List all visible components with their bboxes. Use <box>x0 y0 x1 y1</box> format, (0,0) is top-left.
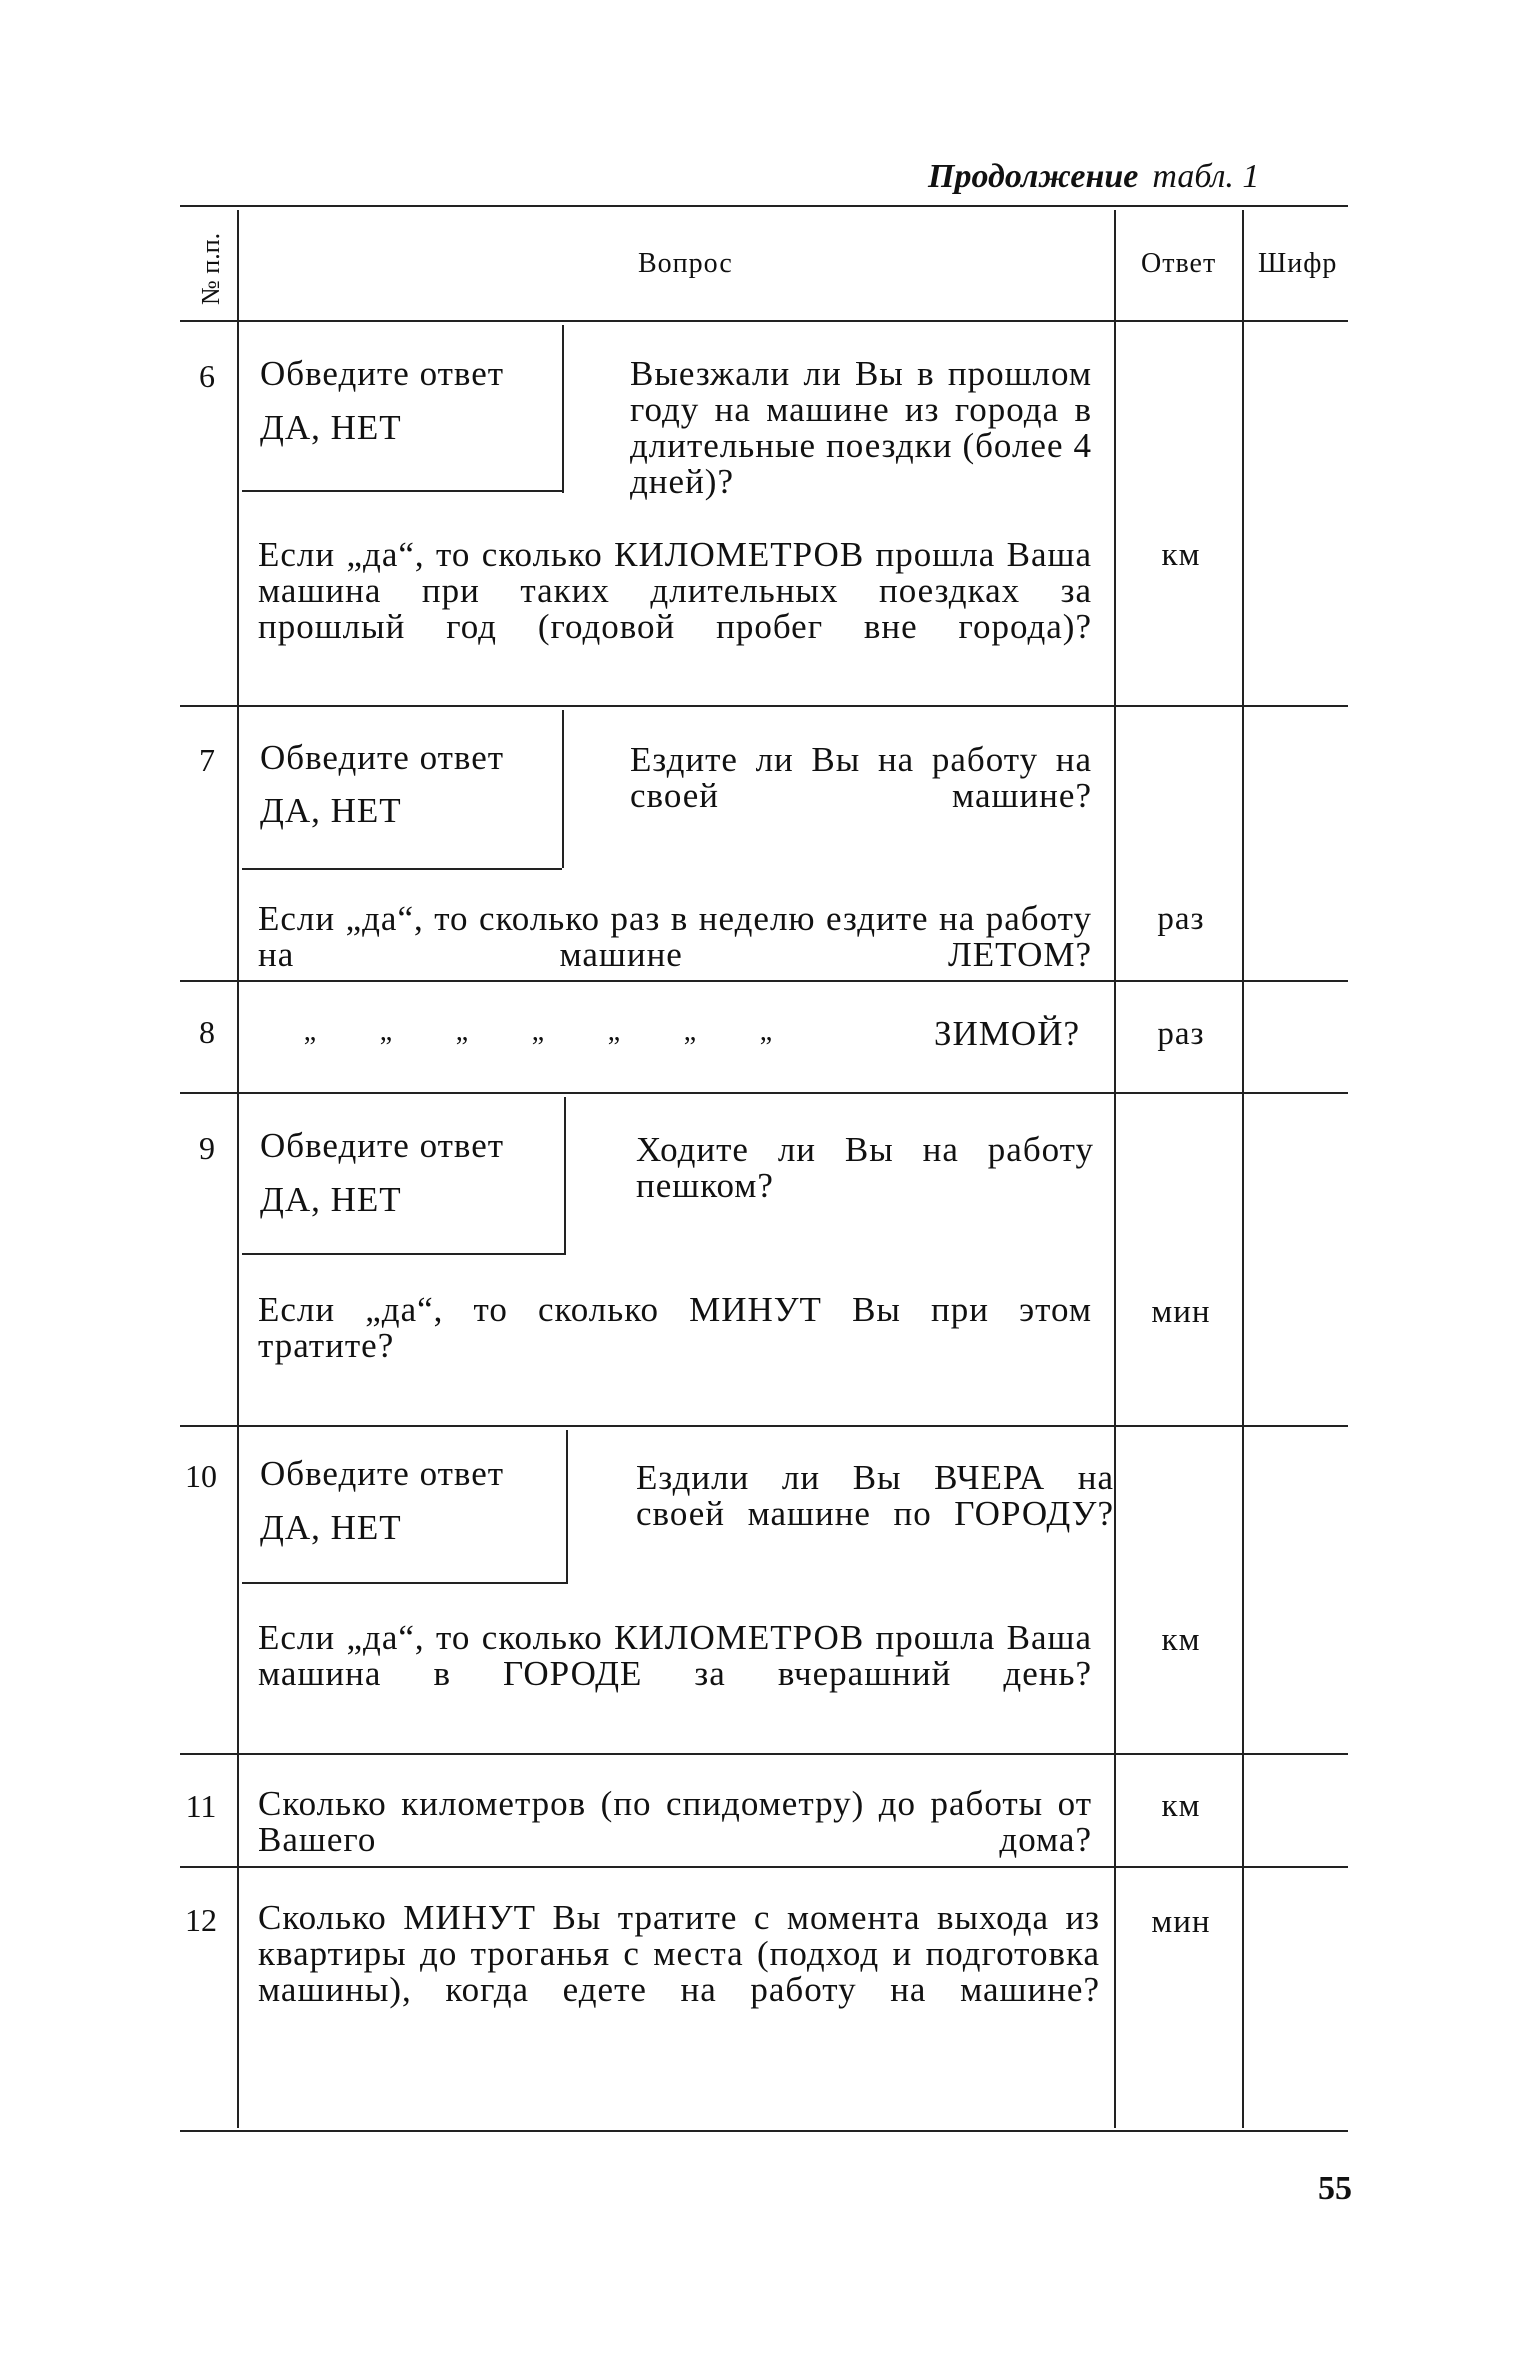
answer-options[interactable]: ДА, НЕТ <box>260 1508 402 1547</box>
rule-row10-bottom <box>180 1753 1348 1755</box>
question-text: Выезжали ли Вы в прошлом году на машине из города в длительные поездки (более 4 дней)? <box>630 354 1092 501</box>
followup-text: Если „да“, то сколько раз в неделю ездите на работу на машине ЛЕТОМ? <box>258 899 1092 974</box>
instruction-box-rule <box>242 868 562 870</box>
continuation-label: Продолжение <box>928 158 1139 195</box>
ditto-marks <box>272 1016 804 1048</box>
instruction-box-rule <box>562 325 564 493</box>
answer-options[interactable]: ДА, НЕТ <box>260 791 402 830</box>
rule-top <box>180 205 1348 207</box>
instruction-box-rule <box>566 1430 568 1584</box>
followup-text: Если „да“, то сколько КИЛОМЕТРОВ прошла Ваша машина в ГОРОДЕ за вчерашний день? <box>258 1618 1092 1693</box>
followup-text: Если „да“, то сколько КИЛОМЕТРОВ прошла Ваша машина при таких длительных поездках за прошлый год (годовой пробег вне города)? <box>258 535 1092 646</box>
question-text: ЗИМОЙ? <box>934 1014 1081 1053</box>
row-number: 10 <box>185 1458 217 1494</box>
instruction-box-rule <box>242 1582 566 1584</box>
followup-text: Если „да“, то сколько МИНУТ Вы при этом тратите? <box>258 1290 1092 1365</box>
ditto-mark: „ <box>379 1016 393 1047</box>
answer-unit[interactable]: км <box>1161 1788 1201 1824</box>
question-text: Сколько километров (по спидометру) до работы от Вашего дома? <box>258 1784 1092 1859</box>
answer-unit[interactable]: мин <box>1151 1294 1211 1330</box>
answer-unit[interactable]: км <box>1161 1622 1201 1658</box>
rule-row6-bottom <box>180 705 1348 707</box>
instruction-box-rule <box>242 1253 564 1255</box>
header-question: Вопрос <box>638 248 733 279</box>
col-rule-code <box>1242 210 1244 2128</box>
rule-row7-bottom <box>180 980 1348 982</box>
continuation-title <box>928 158 1259 196</box>
answer-unit[interactable]: раз <box>1157 901 1205 937</box>
instruction-box-rule <box>564 1097 566 1255</box>
rule-bottom <box>180 2130 1348 2132</box>
question-text: Ездили ли Вы ВЧЕРА на своей машине по ГОРОДУ? <box>636 1458 1114 1533</box>
ditto-mark: „ <box>531 1016 545 1047</box>
header-answer: Ответ <box>1141 248 1217 279</box>
page-number: 55 <box>1318 2170 1352 2207</box>
row-number: 11 <box>185 1788 217 1824</box>
row-number: 7 <box>199 742 215 778</box>
question-text: Ходите ли Вы на работу пешком? <box>636 1130 1094 1205</box>
ditto-mark: „ <box>303 1016 317 1047</box>
question-text: Сколько МИНУТ Вы тратите с момента выхода из квартиры до троганья с места (подход и подготовка машины), когда едете на работу на машине? <box>258 1898 1100 2009</box>
row-number: 6 <box>199 358 215 394</box>
table-reference: табл. 1 <box>1152 158 1260 195</box>
row-number: 12 <box>185 1902 217 1938</box>
answer-unit[interactable]: раз <box>1157 1016 1205 1052</box>
ditto-mark: „ <box>759 1016 773 1047</box>
row-number: 8 <box>199 1014 215 1050</box>
answer-unit[interactable]: мин <box>1151 1904 1211 1940</box>
col-rule-number <box>237 210 239 2128</box>
ditto-mark: „ <box>607 1016 621 1047</box>
question-text: Ездите ли Вы на работу на своей машине? <box>630 740 1092 815</box>
answer-options[interactable]: ДА, НЕТ <box>260 408 402 447</box>
instruction-text: Обведите ответ <box>260 354 505 393</box>
instruction-text: Обведите ответ <box>260 1126 505 1165</box>
instruction-box-rule <box>562 710 564 868</box>
answer-options[interactable]: ДА, НЕТ <box>260 1180 402 1219</box>
rule-row11-bottom <box>180 1866 1348 1868</box>
rule-row8-bottom <box>180 1092 1348 1094</box>
ditto-mark: „ <box>683 1016 697 1047</box>
col-rule-answer <box>1114 210 1116 2128</box>
instruction-box-rule <box>242 490 562 492</box>
ditto-mark: „ <box>455 1016 469 1047</box>
header-code: Шифр <box>1258 248 1338 279</box>
header-number: № п.п. <box>196 232 225 305</box>
rule-row9-bottom <box>180 1425 1348 1427</box>
instruction-text: Обведите ответ <box>260 1454 505 1493</box>
answer-unit[interactable]: км <box>1161 537 1201 573</box>
row-number: 9 <box>199 1130 215 1166</box>
rule-header-bottom <box>180 320 1348 322</box>
instruction-text: Обведите ответ <box>260 738 505 777</box>
